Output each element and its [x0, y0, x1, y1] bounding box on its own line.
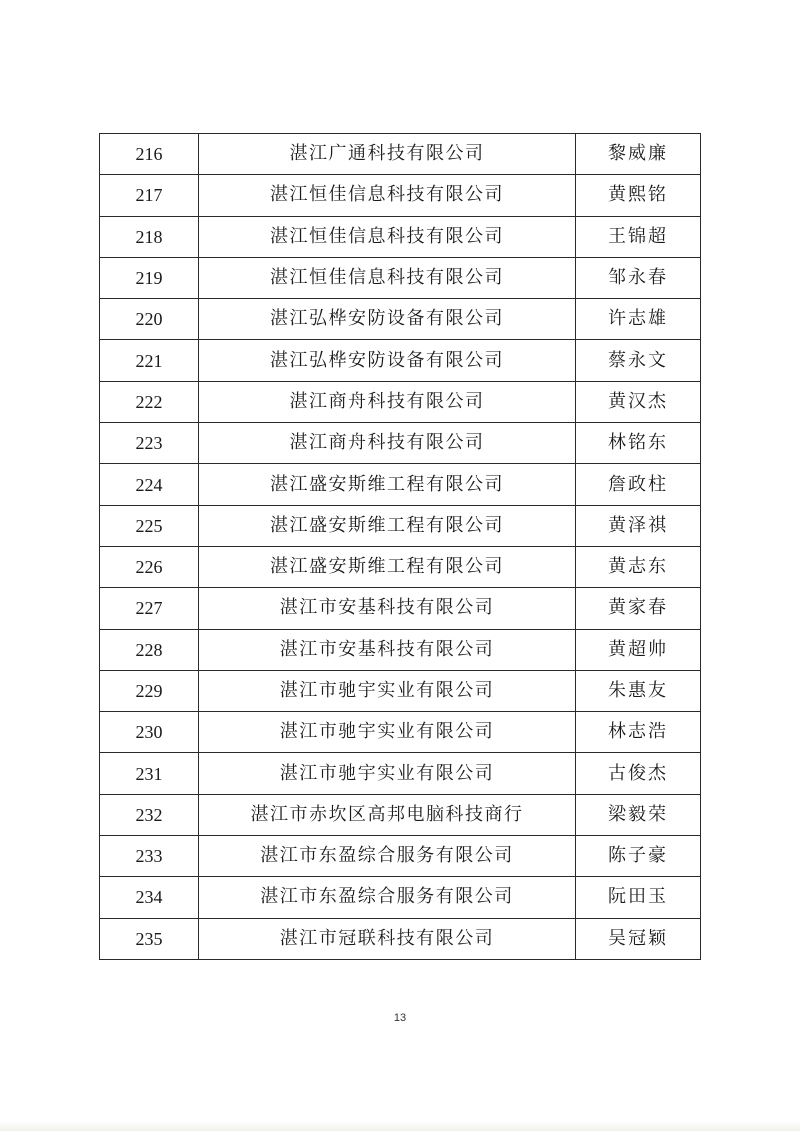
company-name: 湛江恒佳信息科技有限公司 [199, 175, 576, 216]
company-name: 湛江市安基科技有限公司 [199, 629, 576, 670]
person-name: 黄家春 [576, 588, 701, 629]
table-row [100, 257, 701, 298]
row-number: 223 [100, 423, 199, 464]
company-name: 湛江市赤坎区高邦电脑科技商行 [199, 794, 576, 835]
row-number: 221 [100, 340, 199, 381]
row-number: 220 [100, 299, 199, 340]
company-name: 湛江盛安斯维工程有限公司 [199, 505, 576, 546]
person-name: 蔡永文 [576, 340, 701, 381]
person-name: 林志浩 [576, 712, 701, 753]
company-name: 湛江恒佳信息科技有限公司 [199, 216, 576, 257]
table-row [100, 629, 701, 670]
table-row [100, 299, 701, 340]
table-row [100, 423, 701, 464]
table-row [100, 175, 701, 216]
table-row [100, 340, 701, 381]
row-number: 226 [100, 546, 199, 587]
company-name: 湛江市驰宇实业有限公司 [199, 670, 576, 711]
company-name: 湛江弘桦安防设备有限公司 [199, 299, 576, 340]
row-number: 229 [100, 670, 199, 711]
person-name: 邹永春 [576, 257, 701, 298]
table-row [100, 670, 701, 711]
person-name: 朱惠友 [576, 670, 701, 711]
person-name: 梁毅荣 [576, 794, 701, 835]
row-number: 233 [100, 836, 199, 877]
table-row [100, 794, 701, 835]
row-number: 225 [100, 505, 199, 546]
company-name: 湛江恒佳信息科技有限公司 [199, 257, 576, 298]
table-row [100, 877, 701, 918]
company-name: 湛江商舟科技有限公司 [199, 381, 576, 422]
person-name: 林铭东 [576, 423, 701, 464]
company-name: 湛江盛安斯维工程有限公司 [199, 464, 576, 505]
table-row [100, 588, 701, 629]
person-name: 黄泽祺 [576, 505, 701, 546]
table-row [100, 134, 701, 175]
row-number: 224 [100, 464, 199, 505]
row-number: 222 [100, 381, 199, 422]
company-name: 湛江市冠联科技有限公司 [199, 918, 576, 959]
company-name: 湛江盛安斯维工程有限公司 [199, 546, 576, 587]
person-name: 黄志东 [576, 546, 701, 587]
row-number: 219 [100, 257, 199, 298]
table-row [100, 216, 701, 257]
person-name: 黄熙铭 [576, 175, 701, 216]
company-name: 湛江广通科技有限公司 [199, 134, 576, 175]
row-number: 230 [100, 712, 199, 753]
company-name: 湛江市驰宇实业有限公司 [199, 712, 576, 753]
person-name: 阮田玉 [576, 877, 701, 918]
row-number: 231 [100, 753, 199, 794]
company-name: 湛江市安基科技有限公司 [199, 588, 576, 629]
person-name: 黄超帅 [576, 629, 701, 670]
table-row [100, 712, 701, 753]
company-name: 湛江弘桦安防设备有限公司 [199, 340, 576, 381]
company-name: 湛江市东盈综合服务有限公司 [199, 877, 576, 918]
row-number: 216 [100, 134, 199, 175]
person-name: 王锦超 [576, 216, 701, 257]
table-row [100, 505, 701, 546]
person-name: 古俊杰 [576, 753, 701, 794]
row-number: 232 [100, 794, 199, 835]
row-number: 234 [100, 877, 199, 918]
row-number: 218 [100, 216, 199, 257]
person-name: 吴冠颖 [576, 918, 701, 959]
person-name: 陈子豪 [576, 836, 701, 877]
table-row [100, 546, 701, 587]
person-name: 黎威廉 [576, 134, 701, 175]
person-name: 许志雄 [576, 299, 701, 340]
table-row [100, 753, 701, 794]
table-row [100, 381, 701, 422]
row-number: 235 [100, 918, 199, 959]
person-name: 黄汉杰 [576, 381, 701, 422]
row-number: 217 [100, 175, 199, 216]
scan-bottom-edge [0, 1121, 800, 1131]
row-number: 227 [100, 588, 199, 629]
table-row [100, 836, 701, 877]
company-name: 湛江市驰宇实业有限公司 [199, 753, 576, 794]
company-name: 湛江商舟科技有限公司 [199, 423, 576, 464]
company-name: 湛江市东盈综合服务有限公司 [199, 836, 576, 877]
table-row [100, 464, 701, 505]
roster-table [99, 133, 701, 960]
page-number: 13 [393, 1012, 407, 1024]
row-number: 228 [100, 629, 199, 670]
person-name: 詹政柱 [576, 464, 701, 505]
table-row [100, 918, 701, 959]
